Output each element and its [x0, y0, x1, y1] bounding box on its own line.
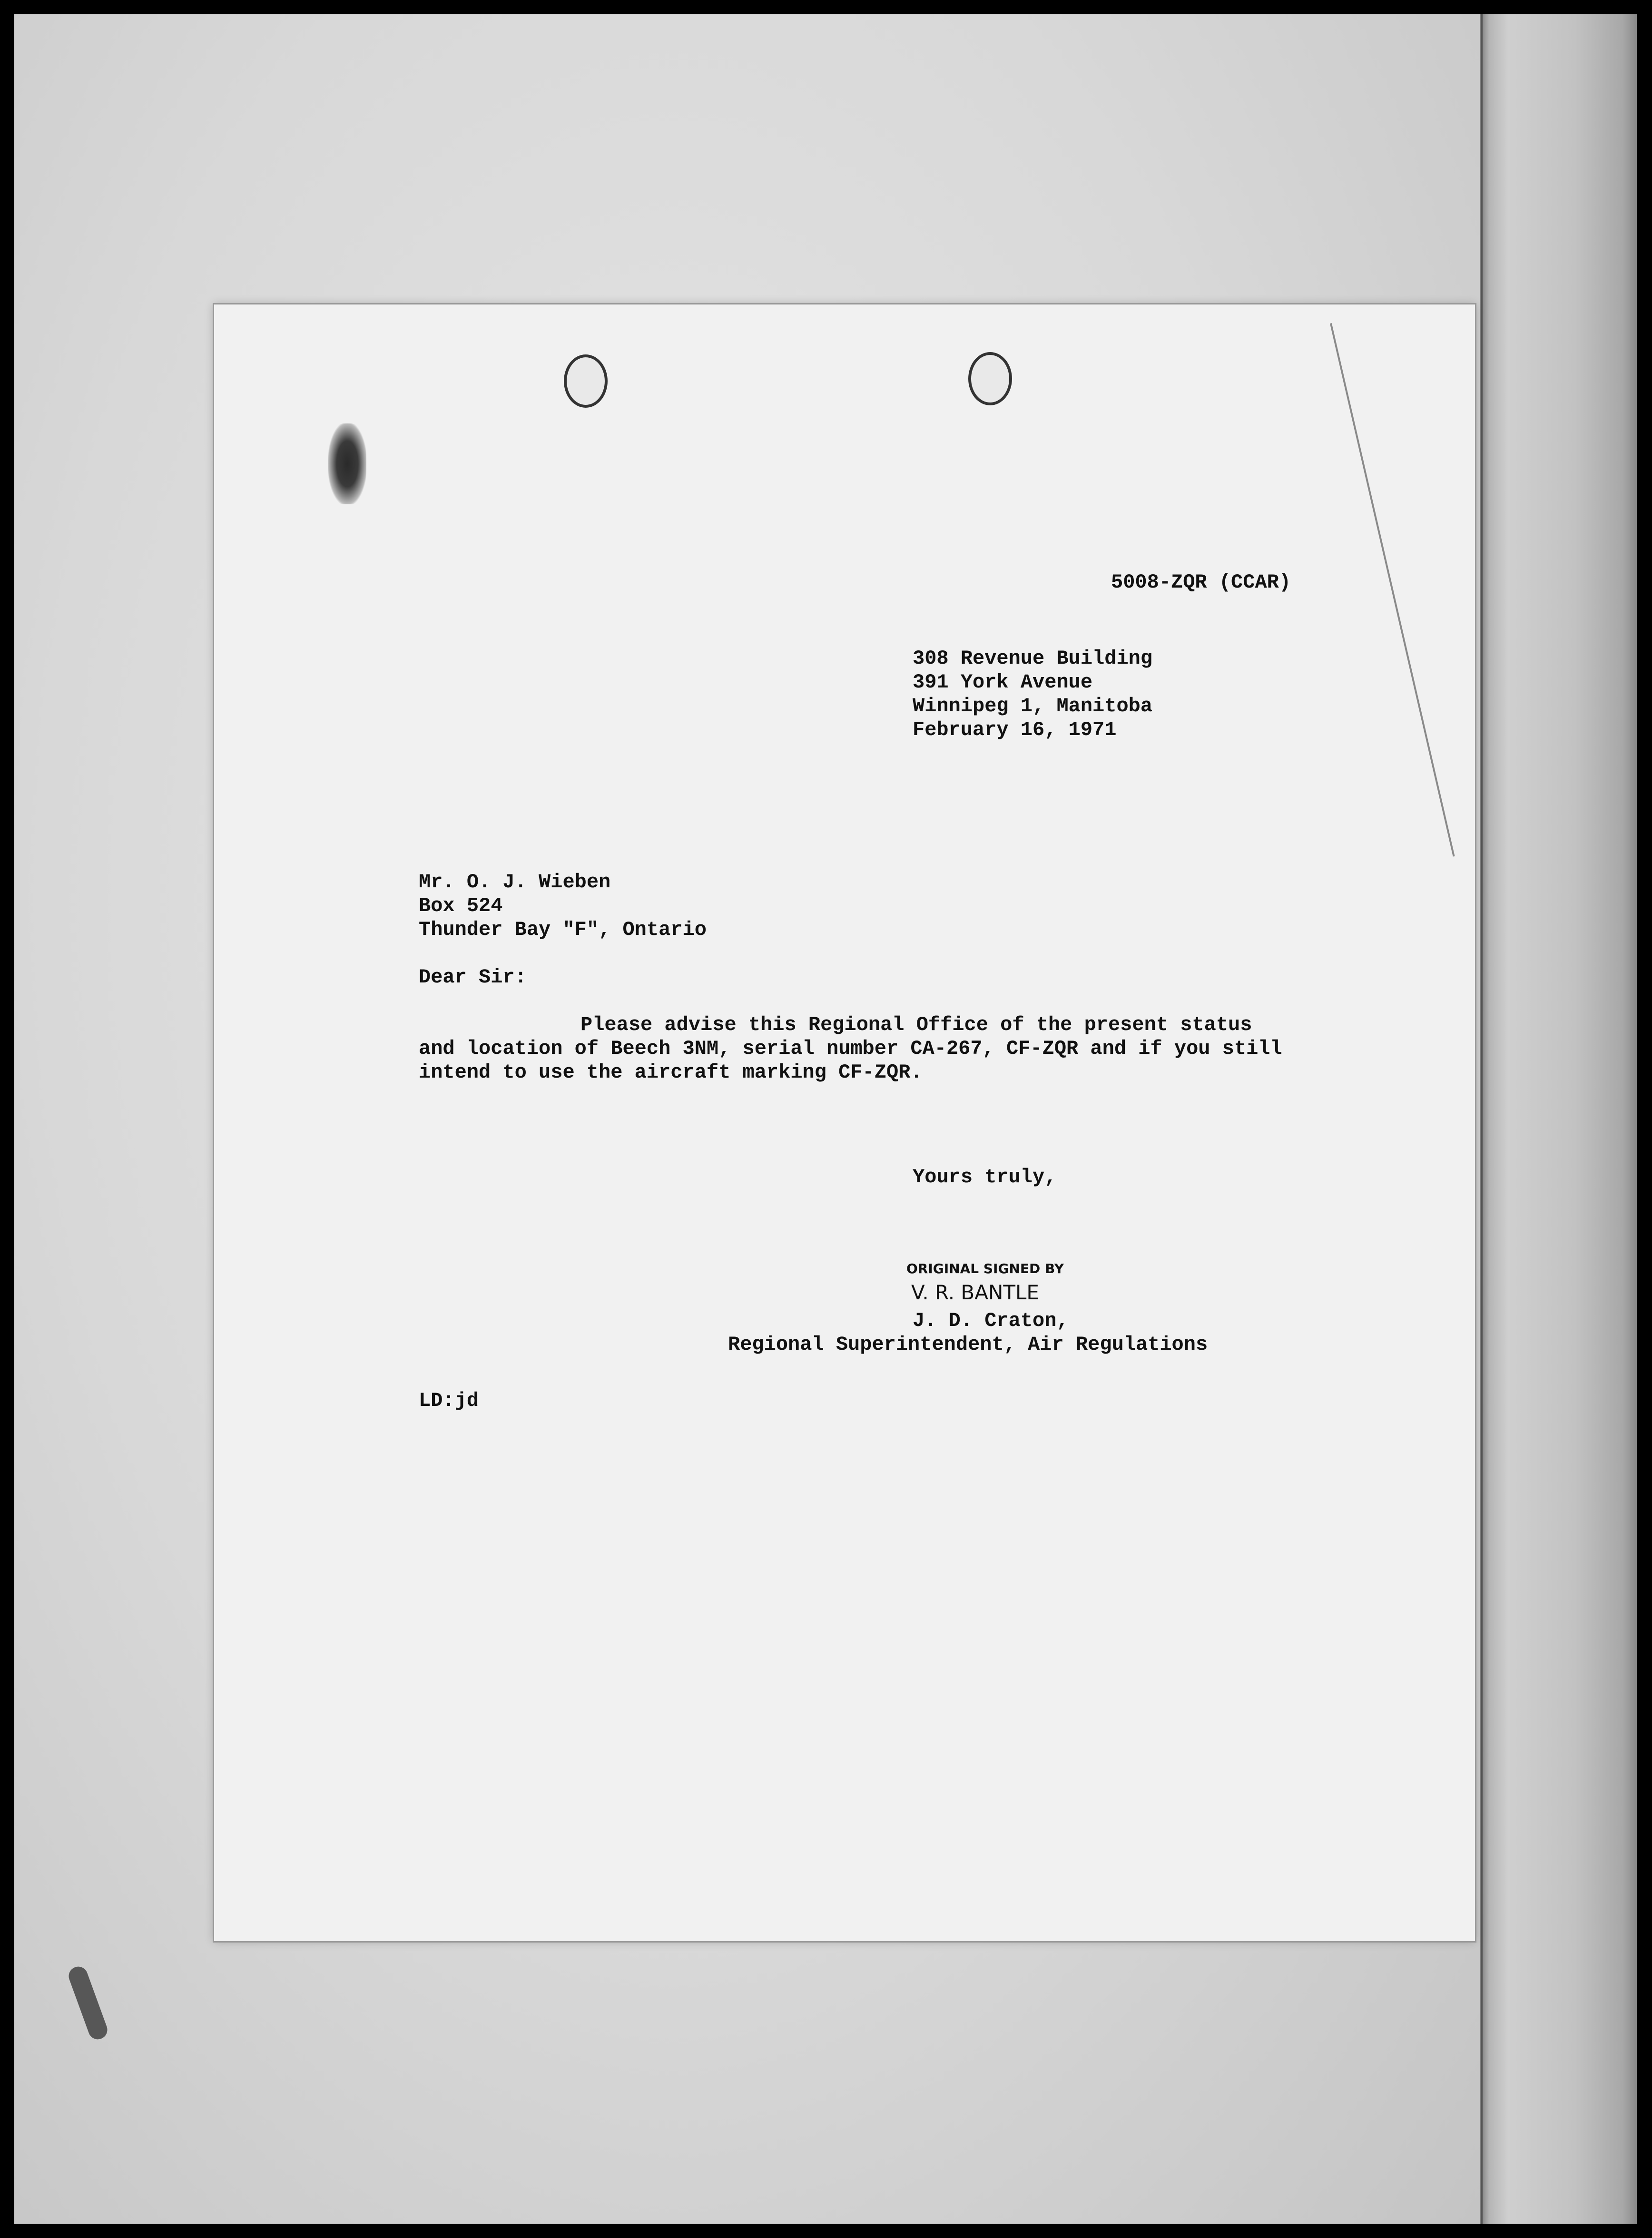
- letter-date: February 16, 1971: [913, 718, 1117, 741]
- letter-page: [214, 304, 1475, 1941]
- recipient-name: Mr. O. J. Wieben: [419, 871, 611, 893]
- signature-stamp-label: ORIGINAL SIGNED BY: [906, 1261, 1064, 1276]
- recipient-city: Thunder Bay "F", Ontario: [419, 918, 707, 941]
- salutation: Dear Sir:: [419, 966, 527, 989]
- signatory-title: Regional Superintendent, Air Regulations: [728, 1333, 1208, 1356]
- binder-edge: [1480, 14, 1637, 2224]
- typist-initials: LD:jd: [419, 1389, 479, 1412]
- closing: Yours truly,: [913, 1166, 1057, 1188]
- sender-address-line-2: 391 York Avenue: [913, 671, 1093, 694]
- body-line-1: Please advise this Regional Office of the present status: [580, 1013, 1252, 1036]
- binder-crease: [1481, 14, 1483, 2224]
- file-reference: 5008-ZQR (CCAR): [1111, 571, 1291, 594]
- recipient-box: Box 524: [419, 894, 503, 917]
- sender-address-line-1: 308 Revenue Building: [913, 647, 1153, 670]
- sender-address-line-3: Winnipeg 1, Manitoba: [913, 695, 1153, 717]
- signature-stamp-name: V. R. BANTLE: [911, 1281, 1039, 1304]
- punch-hole-left: [564, 354, 608, 408]
- body-line-3: intend to use the aircraft marking CF-ZQR.: [419, 1061, 923, 1084]
- body-line-2: and location of Beech 3NM, serial number CA-267, CF-ZQR and if you still: [419, 1037, 1282, 1060]
- punch-hole-right: [968, 352, 1012, 405]
- ink-stain: [328, 423, 366, 504]
- signatory-name: J. D. Craton,: [913, 1309, 1069, 1332]
